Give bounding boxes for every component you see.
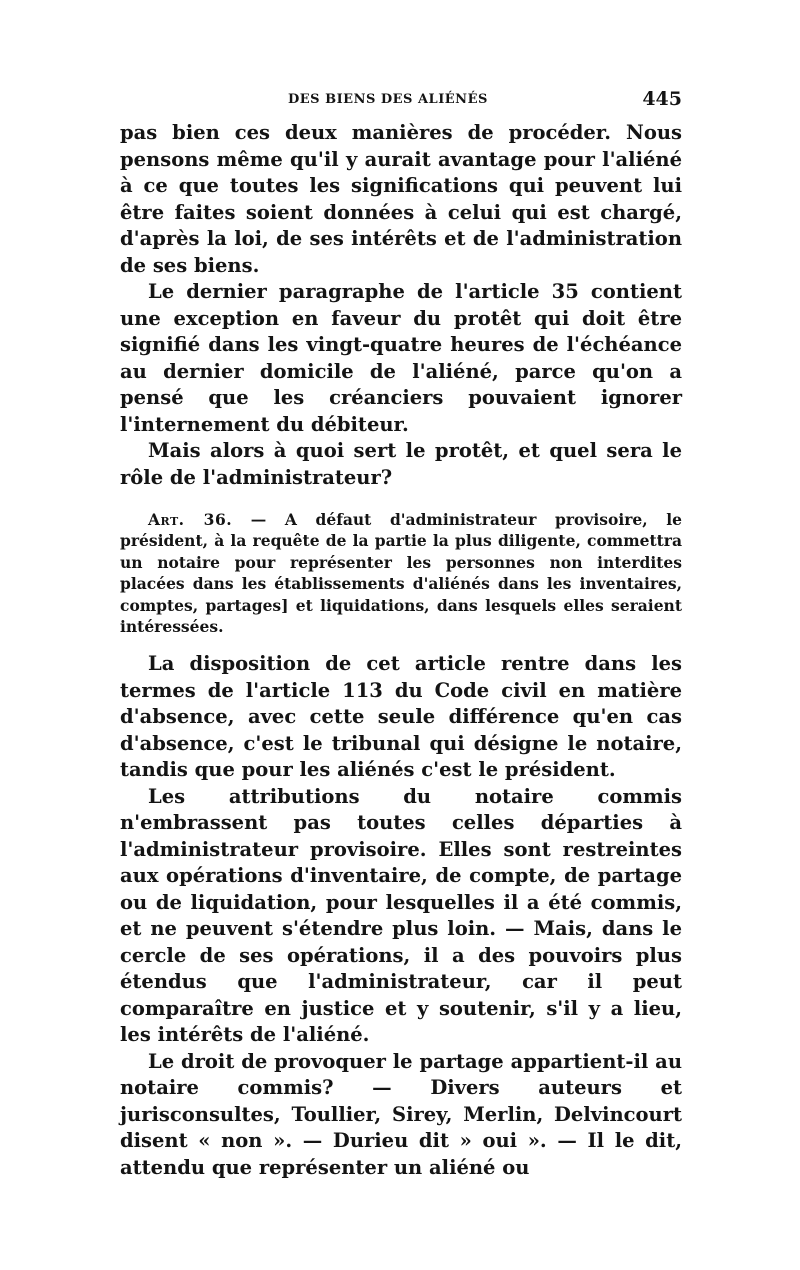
book-page bbox=[120, 88, 682, 1188]
article-36-text bbox=[120, 509, 682, 637]
paragraph: Le dernier paragraphe de l'article 35 contient une exception en faveur du protêt qui doit être signifié dans les vingt-quatre heures de l'échéance au dernier domicile de l'aliéné, parce qu'on a pensé que les créanciers pouvaient ignorer l'internement du débiteur. bbox=[120, 280, 682, 436]
paragraph: La disposition de cet article rentre dans les termes de l'article 113 du Code civil en matière d'absence, avec cette seule différence qu'en cas d'absence, c'est le tribunal qui désigne le notaire, tandis que pour les aliénés c'est le président. bbox=[120, 652, 682, 782]
running-title: DES BIENS DES ALIÉNÉS bbox=[288, 92, 488, 107]
paragraph: pas bien ces deux manières de procéder. Nous pensons même qu'il y aurait avantage pour l'aliéné à ce que toutes les significations qui peuvent lui être faites soient données à celui qui est chargé, d'après la loi, de ses intérêts et de l'administration de ses biens. bbox=[120, 121, 682, 277]
paragraph: Le droit de provoquer le partage appartient-il au notaire commis? — Divers auteurs et jurisconsultes, Toullier, Sirey, Merlin, Delvincourt disent « non ». — Durieu dit » oui ». — Il le dit, attendu que représenter un aliéné ou bbox=[120, 1049, 682, 1179]
page-number: 445 bbox=[642, 88, 682, 110]
paragraph: Les attributions du notaire commis n'embrassent pas toutes celles départies à l'administrateur provisoire. Elles sont restreintes aux opérations d'inventaire, de compte, de partage ou de liquidation, pour lesquelles il a été commis, et ne peuvent s'étendre plus loin. — Mais, dans le cercle de ses opérations, il a des pouvoirs plus étendus que l'administrateur, car il peut comparaître en justice et y soutenir, s'il y a lieu, les intérêts de l'aliéné. bbox=[120, 784, 682, 1047]
article-body: — A défaut d'administrateur provisoire, le président, à la requête de la partie la plus diligente, commettra un notaire pour représenter les personnes non interdites placées dans les établissements d'aliénés dans les inventaires, comptes, partages] et liquidations, dans lesquels elles seraient intéressées. bbox=[120, 510, 682, 637]
paragraph: Mais alors à quoi sert le protêt, et quel sera le rôle de l'administrateur? bbox=[120, 439, 682, 489]
page-header bbox=[120, 88, 682, 120]
article-label: Art. 36. bbox=[148, 510, 233, 529]
